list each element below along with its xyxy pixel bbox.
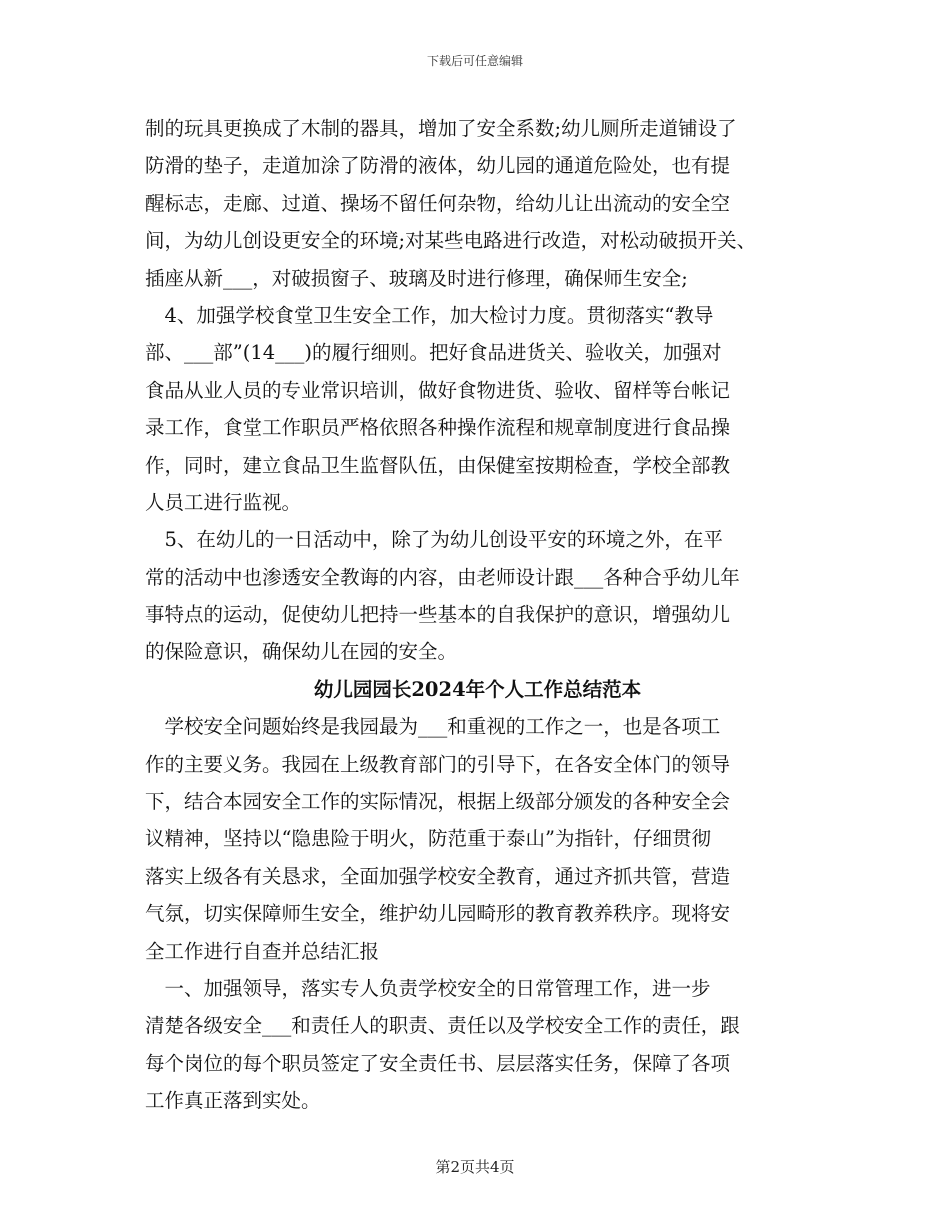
text-line: 气氛，切实保障师生安全，维护幼儿园畸形的教育教养秩序。现将安	[145, 902, 731, 926]
paragraph-5	[145, 970, 810, 1120]
text-line: 清楚各级安全___和责任人的职责、责任以及学校安全工作的责任，跟	[145, 1014, 740, 1038]
text-line: 学校安全问题始终是我园最为___和重视的工作之一，也是各项工	[145, 715, 721, 739]
text-line: 作，同时，建立食品卫生监督队伍，由保健室按期检查，学校全部教	[145, 453, 731, 477]
text-line: 工作真正落到实处。	[145, 1089, 321, 1113]
text-line: 一、加强领导，落实专人负责学校安全的日常管理工作，进一步	[145, 976, 711, 1000]
text-line: 的保险意识，确保幼儿在园的安全。	[145, 640, 458, 664]
text-line: 部、___部”(14___)的履行细则。把好食品进货关、验收关，加强对	[145, 341, 722, 365]
text-line: 下，结合本园安全工作的实际情况，根据上级部分颁发的各种安全会	[145, 790, 731, 814]
text-line: 落实上级各有关恳求，全面加强学校安全教育，通过齐抓共管，营造	[145, 864, 731, 888]
text-line: 间，为幼儿创设更安全的环境;对某些电路进行改造，对松动破损开关、	[145, 229, 757, 253]
page-header: 下载后可任意编辑	[426, 54, 523, 68]
text-line: 食品从业人员的专业常识培训，做好食物进货、验收、留样等台帐记	[145, 378, 731, 402]
paragraph-4	[145, 708, 810, 970]
text-line: 5、在幼儿的一日活动中，除了为幼儿创设平安的环境之外，在平	[145, 528, 723, 552]
text-line: 常的活动中也渗透安全教诲的内容，由老师设计跟___各种合乎幼儿年	[145, 565, 740, 589]
text-line: 每个岗位的每个职员签定了安全责任书、层层落实任务，保障了各项	[145, 1051, 731, 1075]
text-line: 插座从新___，对破损窗子、玻璃及时进行修理，确保师生安全;	[145, 266, 688, 290]
text-line: 人员工进行监视。	[145, 490, 302, 514]
text-line: 4、加强学校食堂卫生安全工作，加大检讨力度。贯彻落实“教导	[145, 303, 714, 327]
text-line: 制的玩具更换成了木制的器具，增加了安全系数;幼儿厕所走道铺设了	[145, 117, 737, 140]
paragraph-1	[145, 110, 810, 297]
text-line: 事特点的运动，促使幼儿把持一些基本的自我保护的意识，增强幼儿	[145, 603, 731, 627]
text-line: 全工作进行自查并总结汇报	[145, 939, 380, 963]
paragraph-2	[145, 297, 810, 521]
text-line: 醒标志，走廊、过道、操场不留任何杂物，给幼儿让出流动的安全空	[145, 191, 731, 215]
text-line: 议精神，坚持以“隐患险于明火，防范重于泰山”为指针，仔细贯彻	[145, 827, 711, 851]
text-line: 防滑的垫子，走道加涂了防滑的液体，幼儿园的通道危险处，也有提	[145, 154, 731, 178]
text-line: 作的主要义务。我园在上级教育部门的引导下，在各安全体门的领导	[145, 752, 731, 776]
section-title: 幼儿园园长2024年个人工作总结范本	[313, 677, 642, 701]
paragraph-3	[145, 521, 810, 671]
document-body	[145, 110, 810, 1120]
page-footer: 第2页共4页	[435, 1158, 515, 1176]
text-line: 录工作，食堂工作职员严格依照各种操作流程和规章制度进行食品操	[145, 416, 731, 440]
